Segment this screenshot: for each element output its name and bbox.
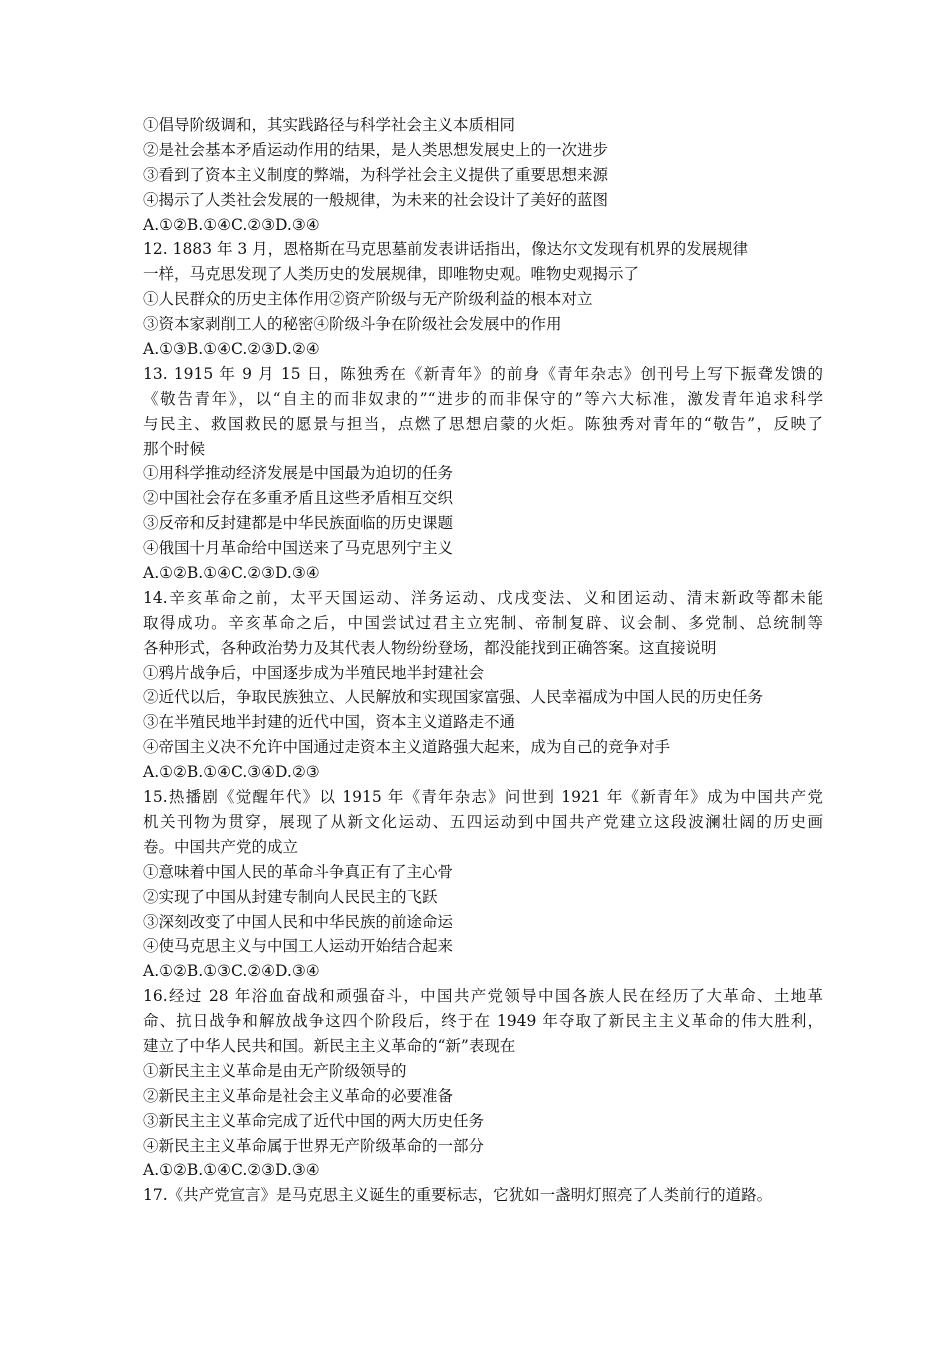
question-17 bbox=[143, 1183, 823, 1208]
question-stem-line: 13. 1915 年 9 月 15 日，陈独秀在《新青年》的前身《青年杂志》创刊号上写下振聋发馈的 bbox=[143, 364, 823, 383]
question-stem-line: 卷。中国共产党的成立 bbox=[143, 837, 299, 856]
option-line: ②是社会基本矛盾运动作用的结果，是人类思想发展史上的一次进步 bbox=[143, 140, 609, 159]
question-16 bbox=[143, 984, 823, 1183]
answer-choices: A.①②B.①④C.②③D.③④ bbox=[143, 1161, 320, 1180]
option-line: ①用科学推动经济发展是中国最为迫切的任务 bbox=[143, 464, 454, 483]
question-stem-line: 各种形式，各种政治势力及其代表人物纷纷登场，都没能找到正确答案。这直接说明 bbox=[143, 638, 717, 657]
option-line: ②近代以后，争取民族独立、人民解放和实现国家富强、人民幸福成为中国人民的历史任务 bbox=[143, 688, 764, 707]
question-stem-line: 建立了中华人民共和国。新民主主义革命的“新”表现在 bbox=[143, 1036, 516, 1055]
option-line: ③资本家剥削工人的秘密④阶级斗争在阶级社会发展中的作用 bbox=[143, 315, 562, 334]
answer-choices: A.①②B.①④C.③④D.②③ bbox=[143, 763, 320, 782]
question-11 bbox=[143, 113, 823, 237]
option-line: ③在半殖民地半封建的近代中国，资本主义道路走不通 bbox=[143, 713, 516, 732]
question-12 bbox=[143, 237, 823, 361]
option-line: ③深刻改变了中国人民和中华民族的前途命运 bbox=[143, 912, 454, 931]
question-stem-line: 一样，马克思发现了人类历史的发展规律，即唯物史观。唯物史观揭示了 bbox=[143, 265, 640, 284]
question-14 bbox=[143, 586, 823, 785]
option-line: ①人民群众的历史主体作用②资产阶级与无产阶级利益的根本对立 bbox=[143, 290, 593, 309]
answer-choices: A.①③B.①④C.②③D.②④ bbox=[143, 340, 320, 359]
question-stem-line: 16.经过 28 年浴血奋战和顽强奋斗，中国共产党领导中国各族人民在经历了大革命、土地革 bbox=[143, 987, 823, 1006]
option-line: ①新民主主义革命是由无产阶级领导的 bbox=[143, 1061, 407, 1080]
question-stem-line: 命、抗日战争和解放战争这四个阶段后，终于在 1949 年夺取了新民主主义革命的伟大胜利， bbox=[143, 1012, 823, 1031]
question-stem-line: 那个时候 bbox=[143, 439, 206, 458]
question-stem-line: 14.辛亥革命之前，太平天国运动、洋务运动、戊戌变法、义和团运动、清末新政等都未能 bbox=[143, 588, 823, 607]
question-13 bbox=[143, 362, 823, 586]
question-stem-line: 《敬告青年》，以“自主的而非奴隶的”“进步的而非保守的”等六大标准，激发青年追求科学 bbox=[143, 389, 823, 408]
option-line: ③反帝和反封建都是中华民族面临的历史课题 bbox=[143, 514, 454, 533]
exam-page bbox=[143, 113, 823, 1208]
question-15 bbox=[143, 785, 823, 984]
question-stem-line: 12. 1883 年 3 月，恩格斯在马克思墓前发表讲话指出，像达尔文发现有机界的发展规律 bbox=[143, 240, 749, 259]
option-line: ④使马克思主义与中国工人运动开始结合起来 bbox=[143, 937, 454, 956]
answer-choices: A.①②B.①④C.②③D.③④ bbox=[143, 215, 320, 234]
option-line: ①鸦片战争后，中国逐步成为半殖民地半封建社会 bbox=[143, 663, 485, 682]
answer-choices: A.①②B.①③C.②④D.③④ bbox=[143, 962, 320, 981]
question-stem-line: 17.《共产党宣言》是马克思主义诞生的重要标志，它犹如一盏明灯照亮了人类前行的道路。 bbox=[143, 1186, 773, 1205]
option-line: ③新民主主义革命完成了近代中国的两大历史任务 bbox=[143, 1111, 485, 1130]
option-line: ④揭示了人类社会发展的一般规律，为未来的社会设计了美好的蓝图 bbox=[143, 190, 609, 209]
option-line: ③看到了资本主义制度的弊端，为科学社会主义提供了重要思想来源 bbox=[143, 165, 609, 184]
option-line: ①倡导阶级调和，其实践路径与科学社会主义本质相同 bbox=[143, 116, 516, 134]
answer-choices: A.①②B.①④C.②③D.③④ bbox=[143, 564, 320, 583]
option-line: ①意味着中国人民的革命斗争真正有了主心骨 bbox=[143, 862, 454, 881]
question-stem-line: 15.热播剧《觉醒年代》以 1915 年《青年杂志》问世到 1921 年《新青年》成为中国共产党 bbox=[143, 788, 823, 807]
option-line: ②实现了中国从封建专制向人民民主的飞跃 bbox=[143, 887, 438, 906]
question-stem-line: 取得成功。辛亥革命之后，中国尝试过君主立宪制、帝制复辟、议会制、多党制、总统制等 bbox=[143, 613, 823, 632]
option-line: ②中国社会存在多重矛盾且这些矛盾相互交织 bbox=[143, 489, 454, 508]
option-line: ④俄国十月革命给中国送来了马克思列宁主义 bbox=[143, 539, 454, 558]
question-stem-line: 机关刊物为贯穿，展现了从新文化运动、五四运动到中国共产党建立这段波澜壮阔的历史画 bbox=[143, 812, 823, 831]
option-line: ②新民主主义革命是社会主义革命的必要准备 bbox=[143, 1086, 454, 1105]
option-line: ④新民主主义革命属于世界无产阶级革命的一部分 bbox=[143, 1136, 485, 1155]
question-stem-line: 与民主、救国救民的愿景与担当，点燃了思想启蒙的火炬。陈独秀对青年的“敬告”，反映了 bbox=[143, 414, 823, 433]
option-line: ④帝国主义决不允许中国通过走资本主义道路强大起来，成为自己的竞争对手 bbox=[143, 738, 671, 757]
